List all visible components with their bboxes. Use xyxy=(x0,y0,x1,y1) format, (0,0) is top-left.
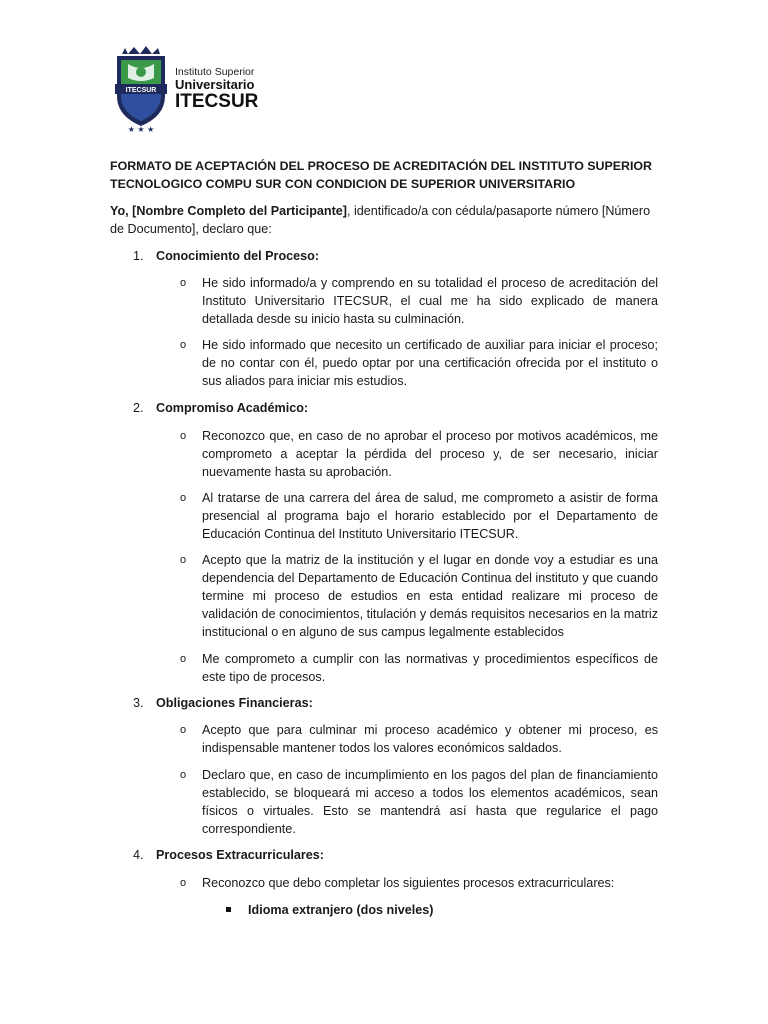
section-heading-4 xyxy=(133,846,633,864)
logo-line-university: Universitario xyxy=(175,77,255,92)
section-number: 1. xyxy=(133,249,144,263)
section-heading-3 xyxy=(133,694,633,712)
list-item-text: Me comprometo a cumplir con las normativas y procedimientos específicos de este tipo de procesos. xyxy=(202,652,658,684)
intro-paragraph xyxy=(110,202,660,238)
hollow-bullet-icon: o xyxy=(180,724,187,736)
document-title: FORMATO DE ACEPTACIÓN DEL PROCESO DE ACREDITACIÓN DEL INSTITUTO SUPERIOR TECNOLOGICO COMPU SUR CON CONDICION DE SUPERIOR UNIVERSITARIO xyxy=(110,159,653,191)
hollow-bullet-icon: o xyxy=(180,430,187,442)
logo-line-itecsur: ITECSUR xyxy=(175,91,259,112)
list-item-text: Acepto que la matriz de la institución y el lugar en donde voy a estudiar es una dependencia del Departamento de Educación Continua del instituto y que cuando termine mi proceso de estudios en esta entidad realizare mi proceso de validación de conocimientos, titulación y demás requisitos necesarios en la matriz institucional o en alguno de sus campus legalmente establecidos xyxy=(202,553,658,639)
svg-text:★ ★ ★: ★ ★ ★ xyxy=(127,125,155,132)
section-heading-2 xyxy=(133,399,633,417)
section-title: Procesos Extracurriculares: xyxy=(156,848,325,862)
hollow-bullet-icon: o xyxy=(180,769,187,781)
list-item-text: Declaro que, en caso de incumplimiento en los pagos del plan de financiamiento establecido, se bloqueará mi acceso a todos los elementos académicos, sean físicos o virtuales. Esto se mantendrá así hasta que regularice el pago correspondiente. xyxy=(202,768,658,836)
shield-emblem-icon xyxy=(112,44,170,132)
section-number: 2. xyxy=(133,401,144,415)
list-item-text: Reconozco que debo completar los siguientes procesos extracurriculares: xyxy=(202,876,615,890)
intro-suffix: , identificado/a con cédula/pasaporte número [Número de Documento], declaro que: xyxy=(110,204,651,236)
hollow-bullet-icon: o xyxy=(180,554,187,566)
shield-banner-text: ITECSUR xyxy=(125,87,157,94)
intro-prefix: Yo, xyxy=(110,204,133,218)
sub-list-item-text: Idioma extranjero (dos niveles) xyxy=(248,903,434,917)
list-item-text: Reconozco que, en caso de no aprobar el proceso por motivos académicos, me comprometo a aceptar la pérdida del proceso y, de ser necesario, iniciar nuevamente hasta su aprobación. xyxy=(202,429,658,479)
section-number: 4. xyxy=(133,848,144,862)
section-title: Compromiso Académico: xyxy=(156,401,309,415)
list-item-text: He sido informado/a y comprendo en su totalidad el proceso de acreditación del Instituto Universitario ITECSUR, el cual me ha sido explicado de manera detallada desde su inicio hasta su culminación. xyxy=(202,276,658,326)
institution-logo xyxy=(112,44,272,132)
square-bullet-icon xyxy=(226,907,231,912)
list-item-text: He sido informado que necesito un certificado de auxiliar para iniciar el proceso; de no contar con él, puedo optar por una certificación ofrecida por el instituto o sus aliados para iniciar mis estudios. xyxy=(202,338,658,388)
list-item-text: Al tratarse de una carrera del área de salud, me comprometo a asistir de forma presencial al programa bajo el horario establecido por el Departamento de Educación Continua del Instituto Universitario ITECSUR. xyxy=(202,491,658,541)
participant-name-placeholder: [Nombre Completo del Participante] xyxy=(132,204,347,218)
logo-line-institute: Instituto Superior xyxy=(175,66,255,78)
logo-wordmark xyxy=(175,66,275,112)
hollow-bullet-icon: o xyxy=(180,877,187,889)
section-number: 3. xyxy=(133,696,144,710)
hollow-bullet-icon: o xyxy=(180,653,187,665)
hollow-bullet-icon: o xyxy=(180,339,187,351)
hollow-bullet-icon: o xyxy=(180,492,187,504)
list-item-text: Acepto que para culminar mi proceso académico y obtener mi proceso, es indispensable mantener todos los valores económicos saldados. xyxy=(202,723,658,755)
hollow-bullet-icon: o xyxy=(180,277,187,289)
section-title: Conocimiento del Proceso: xyxy=(156,249,320,263)
section-title: Obligaciones Financieras: xyxy=(156,696,313,710)
section-heading-1 xyxy=(133,247,633,265)
